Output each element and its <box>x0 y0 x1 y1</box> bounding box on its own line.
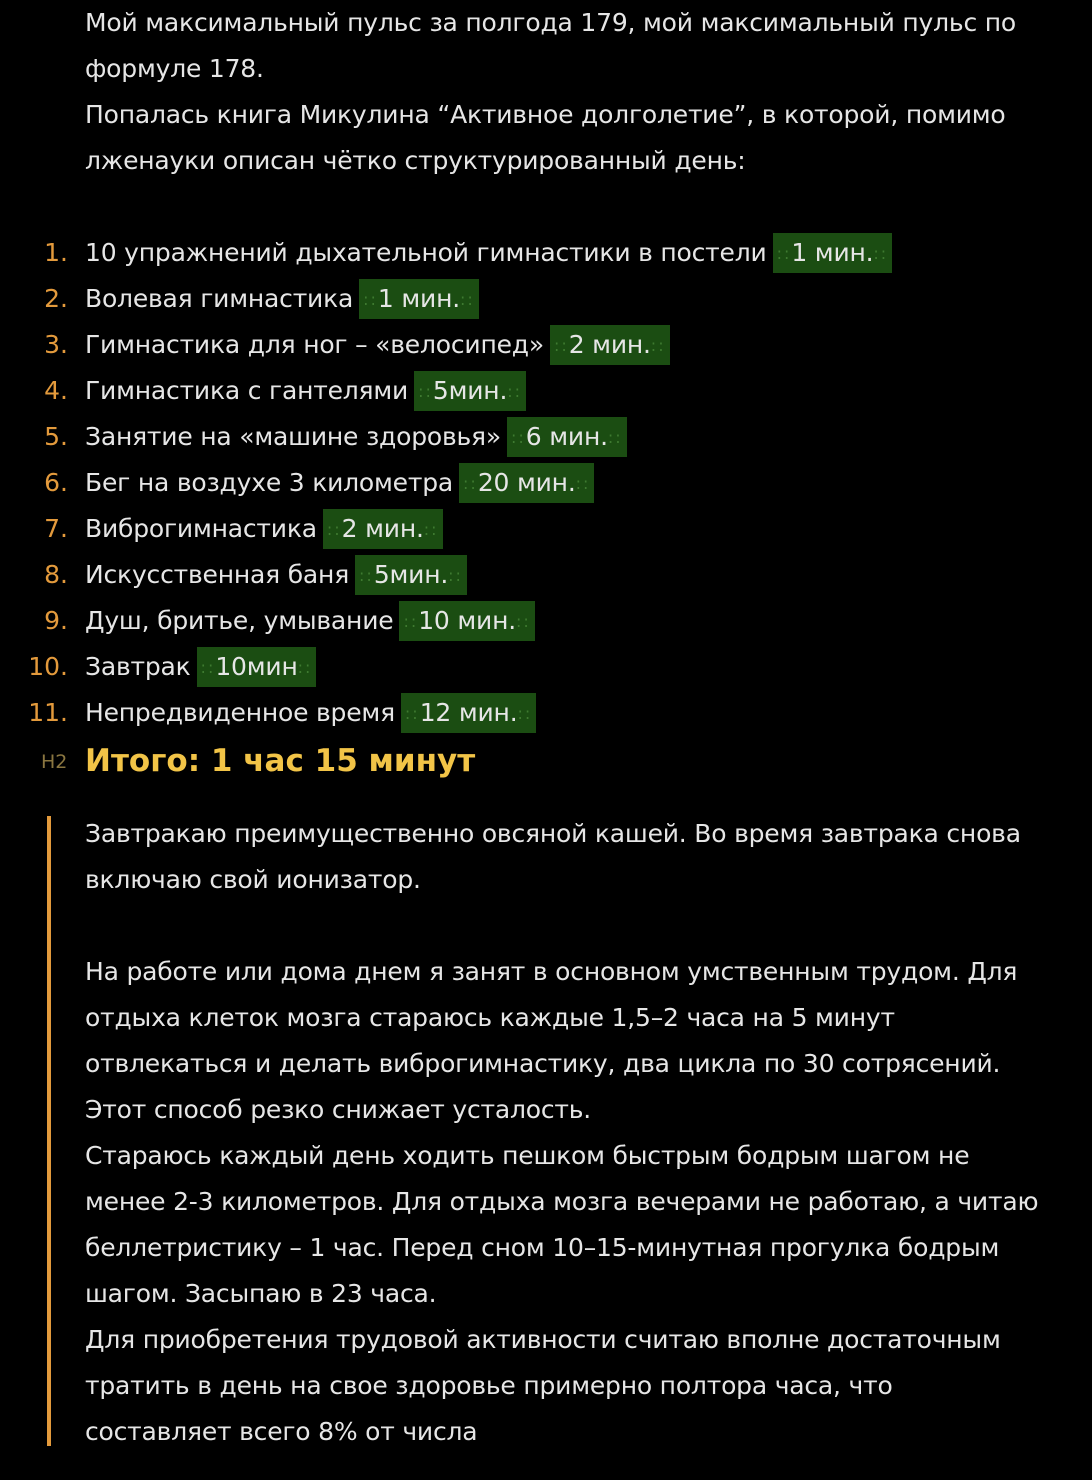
tag-marker: :: <box>448 566 463 585</box>
list-item-text: Гимнастика с гантелями <box>85 376 409 405</box>
duration-tag[interactable] <box>197 647 317 687</box>
quote-line: включаю свой ионизатор. <box>85 865 421 894</box>
list-item-text: Гимнастика для ног – «велосипед» <box>85 330 544 359</box>
intro-line: Попалась книга Микулина “Активное долголетие”, в которой, помимо <box>85 100 1006 129</box>
tag-marker: :: <box>650 336 666 355</box>
duration-tag[interactable] <box>401 693 536 733</box>
list-number: 6. <box>44 468 68 497</box>
list-number: 9. <box>44 606 68 635</box>
quote-line: Стараюсь каждый день ходить пешком быстрым бодрым шагом не <box>85 1141 970 1170</box>
duration-tag[interactable] <box>507 417 627 457</box>
quote-line: тратить в день на свое здоровье примерно полтора часа, что <box>85 1371 893 1400</box>
tag-marker: :: <box>553 336 569 355</box>
heading-h2: Итого: 1 час 15 минут <box>85 743 476 779</box>
quote-line: отдыха клеток мозга стараюсь каждые 1,5–2 часа на 5 минут <box>85 1003 895 1032</box>
duration-value: 10мин <box>215 652 298 681</box>
duration-value: 5мин. <box>432 376 508 405</box>
duration-tag[interactable] <box>773 233 893 273</box>
list-item-text: Искусственная баня <box>85 560 350 589</box>
intro-line: лженауки описан чётко структурированный день: <box>85 146 746 175</box>
duration-value: 2 мин. <box>341 514 424 543</box>
list-number: 2. <box>44 284 68 313</box>
list-number: 3. <box>44 330 68 359</box>
list-item-text: Душ, бритье, умывание <box>85 606 394 635</box>
duration-tag[interactable] <box>399 601 534 641</box>
duration-value: 10 мин. <box>418 606 516 635</box>
list-item-text: 10 упражнений дыхательной гимнастики в постели <box>85 238 767 267</box>
tag-marker: :: <box>515 612 531 631</box>
tag-marker: :: <box>326 520 342 539</box>
quote-line: Для приобретения трудовой активности считаю вполне достаточным <box>85 1325 1001 1354</box>
intro-line: Мой максимальный пульс за полгода 179, мой максимальный пульс по <box>85 8 1016 37</box>
quote-line: На работе или дома днем я занят в основном умственным трудом. Для <box>85 957 1018 986</box>
quote-line: беллетристику – 1 час. Перед сном 10–15-минутная прогулка бодрым <box>85 1233 1000 1262</box>
quote-line: шагом. Засыпаю в 23 часа. <box>85 1279 437 1308</box>
duration-tag[interactable] <box>359 279 479 319</box>
list-item-text: Виброгимнастика <box>85 514 317 543</box>
duration-tag[interactable] <box>414 371 526 411</box>
duration-value: 20 мин. <box>477 468 576 497</box>
quote-line: Завтракаю преимущественно овсяной кашей. Во время завтрака снова <box>85 819 1021 848</box>
list-number: 4. <box>44 376 68 405</box>
heading-level-label: H2 <box>41 751 68 773</box>
tag-marker: :: <box>507 382 522 401</box>
tag-marker: :: <box>359 566 374 585</box>
duration-value: 1 мин. <box>791 238 874 267</box>
intro-line: формуле 178. <box>85 54 264 83</box>
quote-line: отвлекаться и делать виброгимнастику, два цикла по 30 сотрясений. <box>85 1049 1001 1078</box>
list-item-text: Непредвиденное время <box>85 698 395 727</box>
tag-marker: :: <box>776 244 792 263</box>
list-number: 10. <box>28 652 68 681</box>
tag-marker: :: <box>363 290 378 309</box>
tag-marker: :: <box>459 290 475 309</box>
tag-marker: :: <box>607 428 623 447</box>
tag-marker: :: <box>511 428 526 447</box>
duration-tag[interactable] <box>323 509 443 549</box>
quote-line: составляет всего 8% от числа <box>85 1417 478 1446</box>
duration-value: 5мин. <box>373 560 449 589</box>
tag-marker: :: <box>403 612 419 631</box>
tag-marker: :: <box>200 658 216 677</box>
list-number: 1. <box>44 238 68 267</box>
list-number: 8. <box>44 560 68 589</box>
tag-marker: :: <box>463 474 478 493</box>
tag-marker: :: <box>873 244 889 263</box>
blockquote-bar <box>47 816 51 1446</box>
list-item-text: Занятие на «машине здоровья» <box>85 422 501 451</box>
tag-marker: :: <box>404 704 420 723</box>
list-number: 7. <box>44 514 68 543</box>
duration-value: 6 мин. <box>525 422 608 451</box>
duration-value: 12 мин. <box>419 698 518 727</box>
tag-marker: :: <box>297 658 313 677</box>
duration-value: 2 мин. <box>568 330 651 359</box>
duration-tag[interactable] <box>355 555 467 595</box>
tag-marker: :: <box>418 382 433 401</box>
list-item-text: Завтрак <box>85 652 191 681</box>
list-number: 5. <box>44 422 68 451</box>
list-item-text: Волевая гимнастика <box>85 284 354 313</box>
quote-line: менее 2-3 километров. Для отдыха мозга вечерами не работаю, а читаю <box>85 1187 1039 1216</box>
list-number: 11. <box>28 698 68 727</box>
duration-tag[interactable] <box>550 325 670 365</box>
duration-value: 1 мин. <box>377 284 460 313</box>
tag-marker: :: <box>575 474 591 493</box>
list-item-text: Бег на воздухе 3 километра <box>85 468 454 497</box>
tag-marker: :: <box>517 704 533 723</box>
tag-marker: :: <box>423 520 439 539</box>
quote-line: Этот способ резко снижает усталость. <box>85 1095 592 1124</box>
duration-tag[interactable] <box>459 463 594 503</box>
